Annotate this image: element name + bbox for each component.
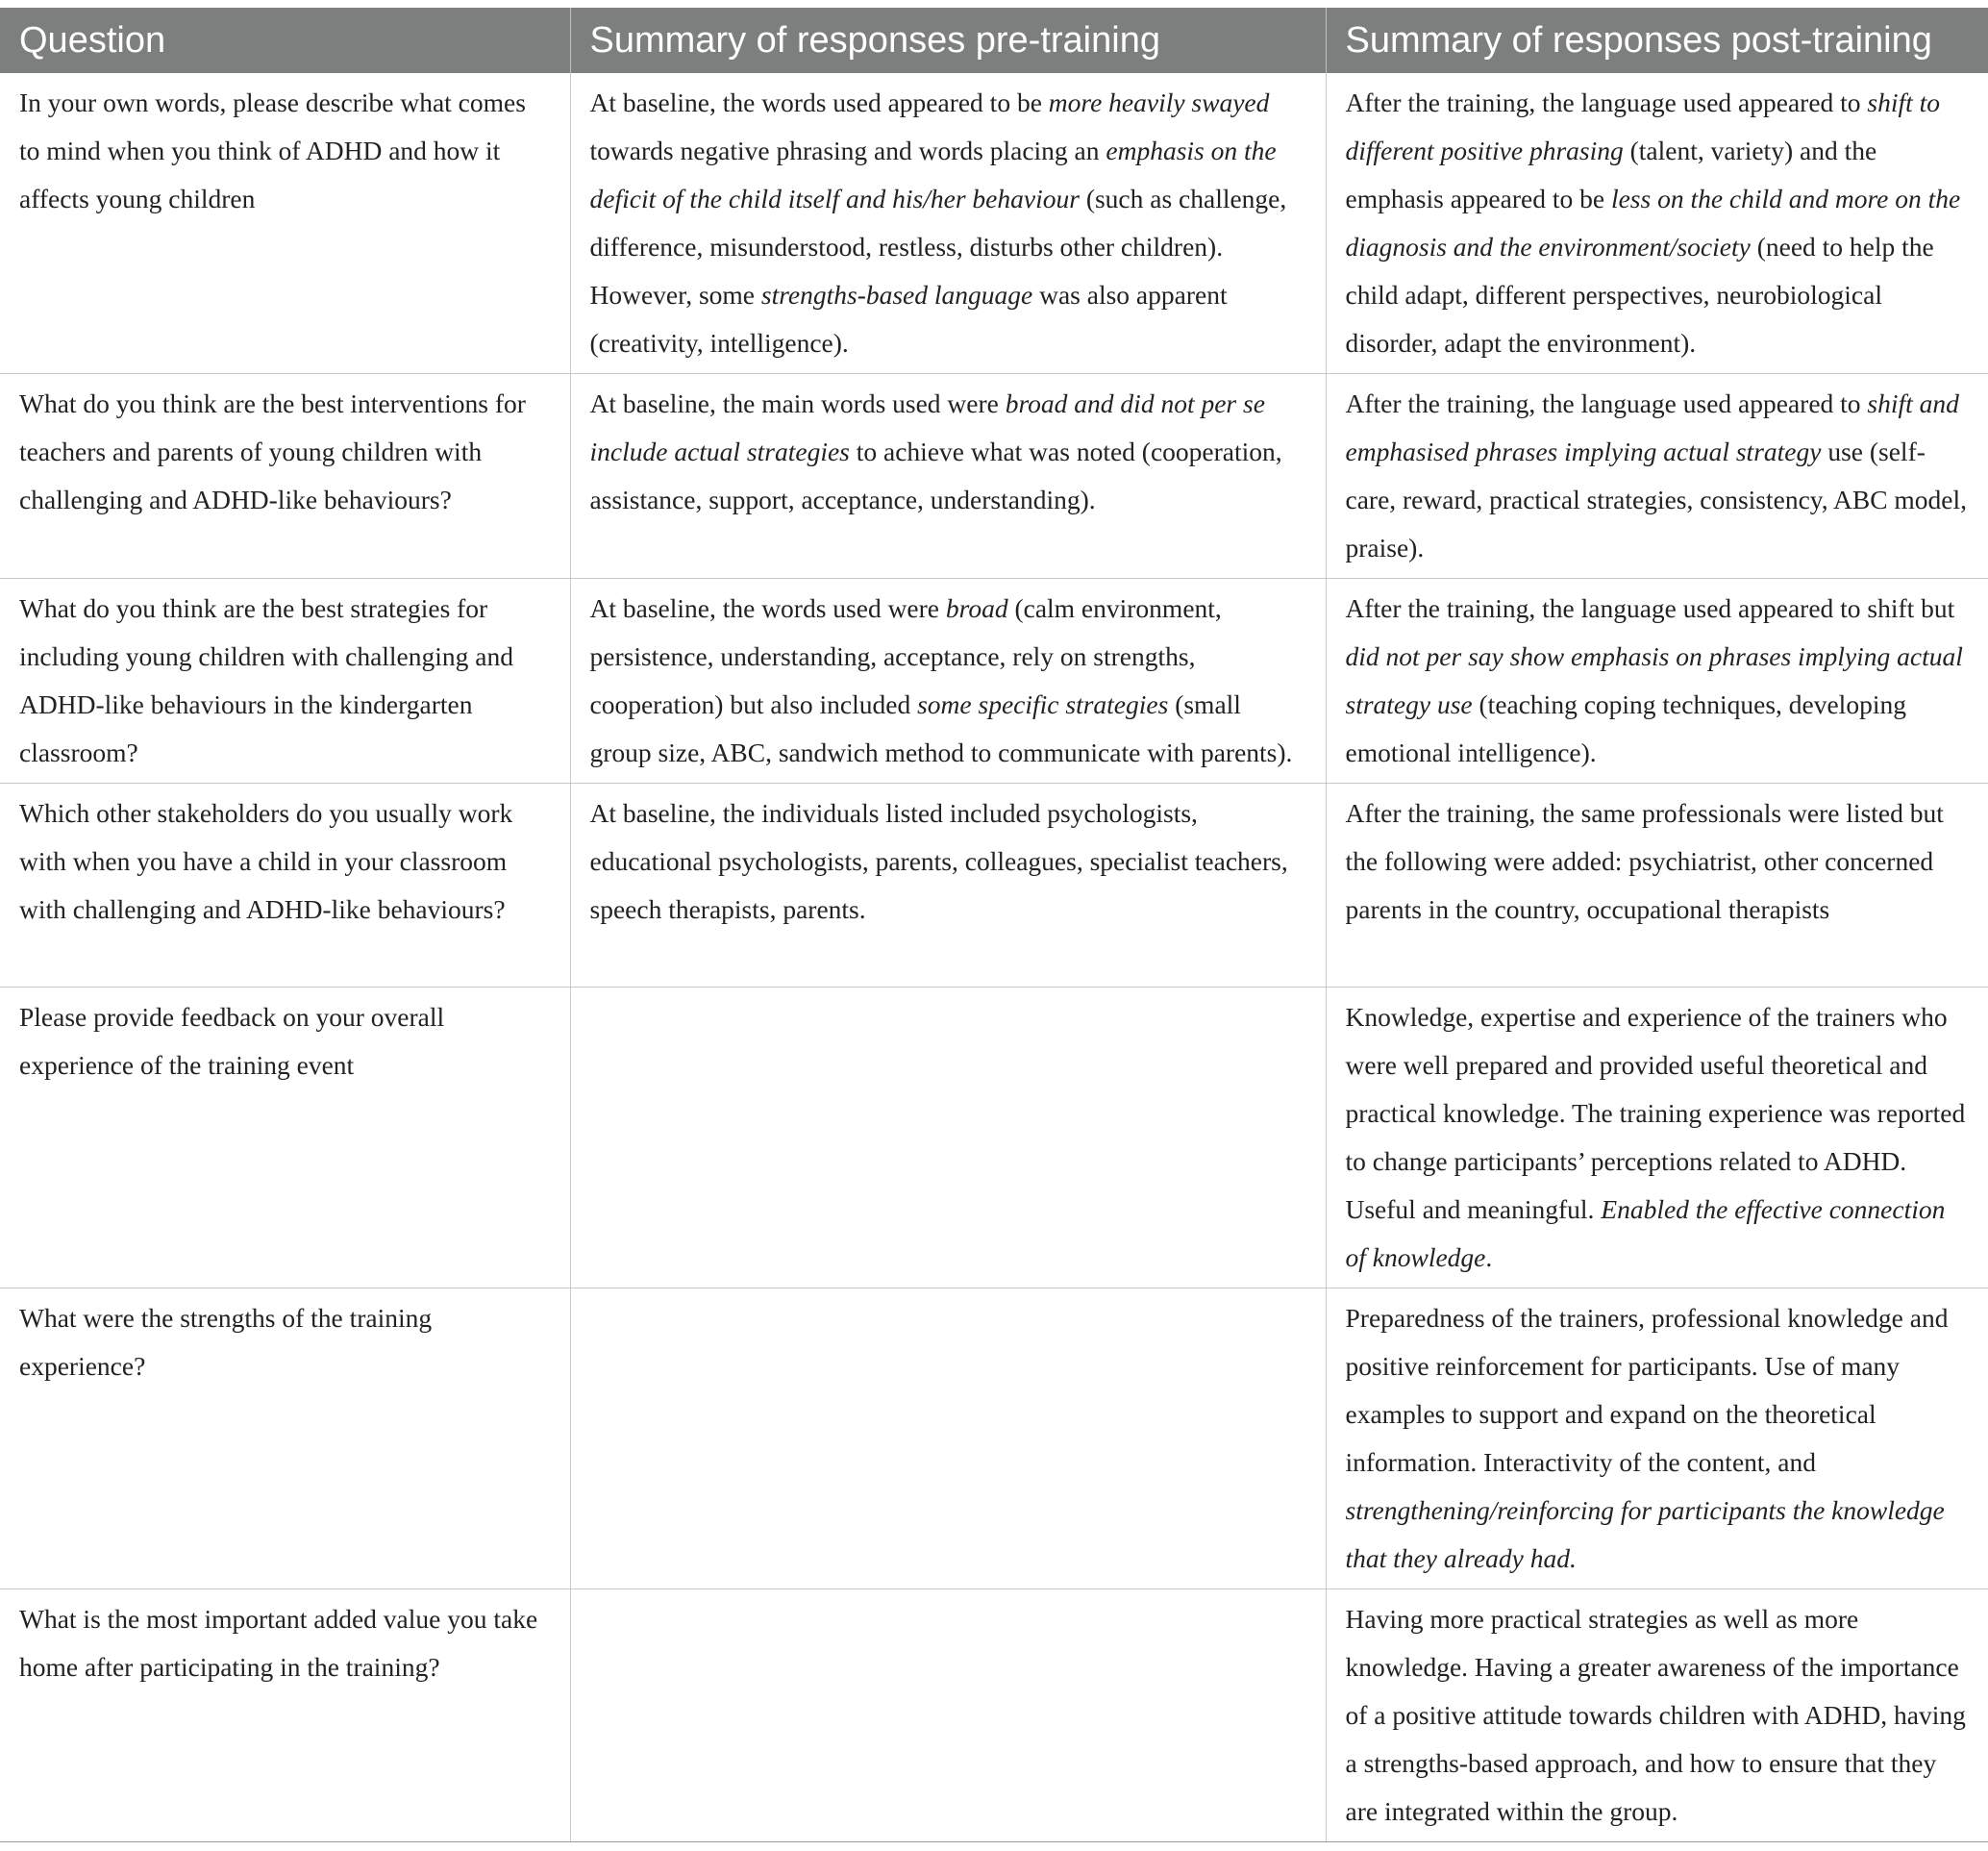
cell-text: (calm environment, persistence, understanding, acceptance, rely on strengths, cooperation) but also included [589,593,1222,719]
emphasis-text: some specific strategies [917,689,1169,719]
cell-text: (talent, variety) and the emphasis appeared to be [1345,136,1877,213]
cell-text: After the training, the language used appeared to [1345,388,1868,418]
pre-training-cell [570,374,1326,579]
cell-text: After the training, the language used appeared to shift but [1345,593,1955,623]
pre-training-cell [570,784,1326,988]
header-question: Question [0,8,570,73]
emphasis-text: Enabled the effective connection of knowledge [1345,1194,1946,1272]
cell-text: After the training, the language used appeared to [1345,88,1868,117]
post-training-cell [1326,988,1988,1288]
cell-text: use (self-care, reward, practical strategies, consistency, ABC model, praise). [1345,437,1968,563]
question-cell: What do you think are the best strategies for including young children with challenging and ADHD-like behaviours in the kindergarten classroom? [0,579,570,784]
pre-training-cell [570,988,1326,1288]
pre-training-cell [570,73,1326,374]
emphasis-text: more heavily swayed [1048,88,1270,117]
cell-text: (need to help the child adapt, different perspectives, neurobiological disorder, adapt the environment). [1345,232,1934,358]
cell-text: Having more practical strategies as well as more knowledge. Having a greater awareness of the importance of a positive attitude towards children with ADHD, having a strengths-based approach, and how to ensure that they are integrated within the group. [1345,1604,1966,1826]
emphasis-text: broad and did not per se include actual strategies [589,388,1265,466]
pre-training-cell [570,1288,1326,1589]
cell-text: At baseline, the words used appeared to be [589,88,1049,117]
table-row [0,784,1988,988]
table-body [0,73,1988,1842]
question-cell: What were the strengths of the training experience? [0,1288,570,1589]
question-cell: Please provide feedback on your overall experience of the training event [0,988,570,1288]
cell-text: . [1485,1242,1493,1272]
post-training-cell [1326,73,1988,374]
emphasis-text: less on the child and more on the diagnosis and the environment/society [1345,184,1961,262]
table-header [0,8,1988,73]
emphasis-text: did not per say show emphasis on phrases implying actual strategy use [1345,641,1963,719]
pre-training-cell [570,1589,1326,1842]
emphasis-text: strengths-based language [760,280,1033,310]
emphasis-text: strengthening/reinforcing for participants the knowledge that they already had. [1345,1495,1945,1573]
post-training-cell [1326,1589,1988,1842]
cell-text: towards negative phrasing and words placing an [589,136,1106,165]
table-row [0,1589,1988,1842]
emphasis-text: broad [945,593,1008,623]
cell-text: was also apparent (creativity, intelligence). [589,280,1228,358]
question-cell: Which other stakeholders do you usually work with when you have a child in your classroom with challenging and ADHD-like behaviours? [0,784,570,988]
post-training-cell [1326,1288,1988,1589]
pre-training-cell [570,579,1326,784]
table-row [0,988,1988,1288]
cell-text: (small group size, ABC, sandwich method to communicate with parents). [589,689,1293,767]
header-pre-training: Summary of responses pre-training [570,8,1326,73]
question-cell: What do you think are the best interventions for teachers and parents of young children with challenging and ADHD-like behaviours? [0,374,570,579]
emphasis-text: shift and emphasised phrases implying actual strategy [1345,388,1959,466]
table-row [0,374,1988,579]
table-row [0,1288,1988,1589]
cell-text: to achieve what was noted (cooperation, assistance, support, acceptance, understanding). [589,437,1282,514]
post-training-cell [1326,374,1988,579]
header-post-training: Summary of responses post-training [1326,8,1988,73]
cell-text: At baseline, the words used were [589,593,946,623]
emphasis-text: emphasis on the deficit of the child itself and his/her behaviour [589,136,1277,213]
header-row [0,8,1988,73]
question-cell: What is the most important added value you take home after participating in the training? [0,1589,570,1842]
cell-text: (teaching coping techniques, developing emotional intelligence). [1345,689,1906,767]
cell-text: At baseline, the individuals listed included psychologists, educational psychologists, parents, colleagues, specialist teachers, speech therapists, parents. [589,798,1288,924]
emphasis-text: shift to different positive phrasing [1345,88,1941,165]
cell-text: Knowledge, expertise and experience of the trainers who were well prepared and provided useful theoretical and practical knowledge. The training experience was reported to change participants’ perceptions related to ADHD. Useful and meaningful. [1345,1002,1966,1224]
cell-text: (such as challenge, difference, misunderstood, restless, disturbs other children). However, some [589,184,1287,310]
post-training-cell [1326,579,1988,784]
table-row [0,579,1988,784]
cell-text: At baseline, the main words used were [589,388,1006,418]
table-row [0,73,1988,374]
post-training-cell [1326,784,1988,988]
cell-text: After the training, the same professionals were listed but the following were added: psychiatrist, other concerned parents in the country, occupational therapists [1345,798,1944,924]
question-cell: In your own words, please describe what comes to mind when you think of ADHD and how it affects young children [0,73,570,374]
cell-text: Preparedness of the trainers, professional knowledge and positive reinforcement for participants. Use of many examples to support and expand on the theoretical information. Interactivity of the content, and [1345,1303,1949,1477]
summary-table [0,8,1988,1842]
